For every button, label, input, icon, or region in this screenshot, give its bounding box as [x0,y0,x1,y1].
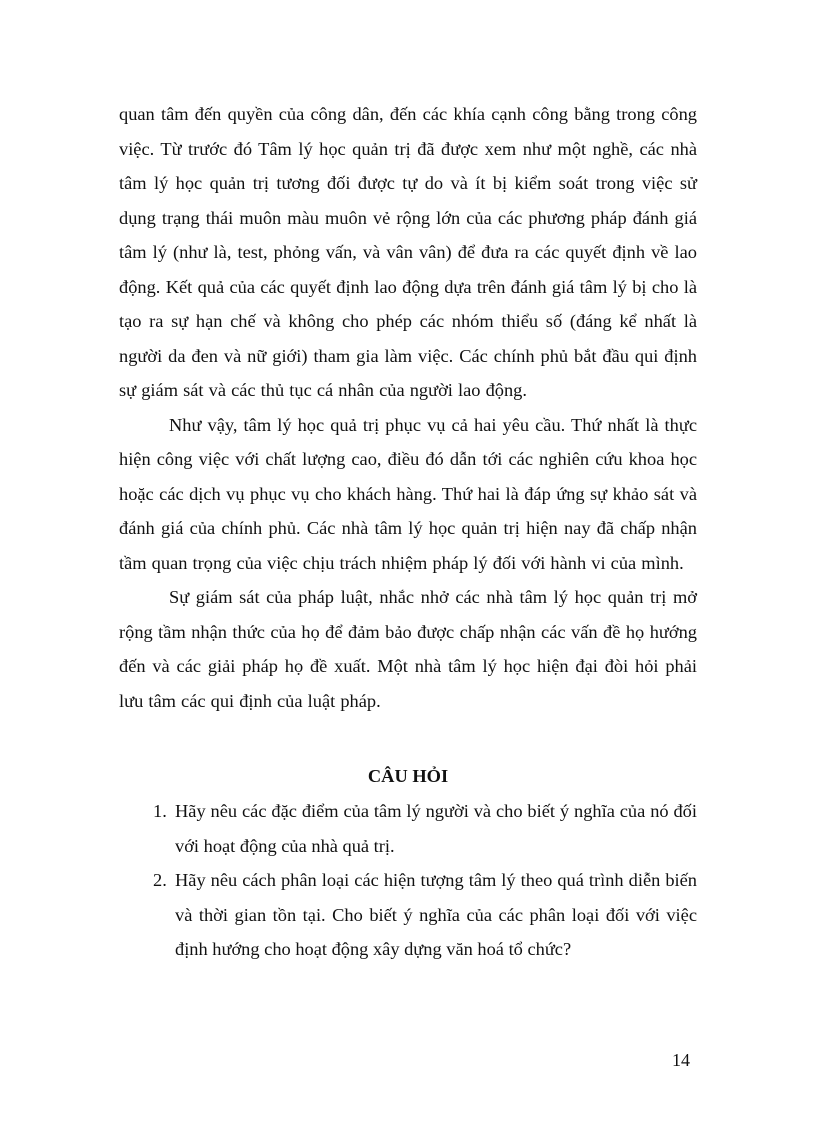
body-paragraph-2: Như vậy, tâm lý học quả trị phục vụ cả hai yêu cầu. Thứ nhất là thực hiện công việc với chất lượng cao, điều đó dẫn tới các nghiên cứu khoa học hoặc các dịch vụ phục vụ cho khách hàng. Thứ hai là đáp ứng sự khảo sát và đánh giá của chính phủ. Các nhà tâm lý học quản trị hiện nay đã chấp nhận tầm quan trọng của việc chịu trách nhiệm pháp lý đối với hành vi của mình. [119,414,697,573]
document-page [119,97,697,959]
section-title: CÂU HỎI [367,766,449,786]
question-list [153,794,697,967]
body-paragraph-3: Sự giám sát của pháp luật, nhắc nhở các nhà tâm lý học quản trị mở rộng tầm nhận thức của họ để đảm bảo được chấp nhận các vấn đề họ hướng đến và các giải pháp họ đề xuất. Một nhà tâm lý học hiện đại đòi hỏi phải lưu tâm các qui định của luật pháp. [119,587,697,711]
question-item [153,863,697,967]
question-number: 2. [153,870,167,890]
body-paragraph-1: quan tâm đến quyền của công dân, đến các khía cạnh công bằng trong công việc. Từ trước đó Tâm lý học quản trị đã được xem như một nghề, các nhà tâm lý học quản trị tương đối được tự do và ít bị kiểm soát trong việc sử dụng trạng thái muôn màu muôn vẻ rộng lớn của các phương pháp đánh giá tâm lý (như là, test, phỏng vấn, và vân vân) để đưa ra các quyết định về lao động. Kết quả của các quyết định lao động dựa trên đánh giá tâm lý bị cho là tạo ra sự hạn chế và không cho phép các nhóm thiểu số (đáng kể nhất là người da đen và nữ giới) tham gia làm việc. Các chính phủ bắt đầu qui định sự giám sát và các thủ tục cá nhân của người lao động. [119,104,697,400]
question-text: Hãy nêu cách phân loại các hiện tượng tâm lý theo quá trình diễn biến và thời gian tồn tại. Cho biết ý nghĩa của các phân loại đối với việc định hướng cho hoạt động xây dựng văn hoá tổ chức? [175,870,697,959]
question-text: Hãy nêu các đặc điểm của tâm lý người và cho biết ý nghĩa của nó đối với hoạt động của nhà quả trị. [175,801,697,856]
question-number: 1. [153,801,167,821]
question-item [153,794,697,863]
page-number: 14 [672,1050,690,1070]
